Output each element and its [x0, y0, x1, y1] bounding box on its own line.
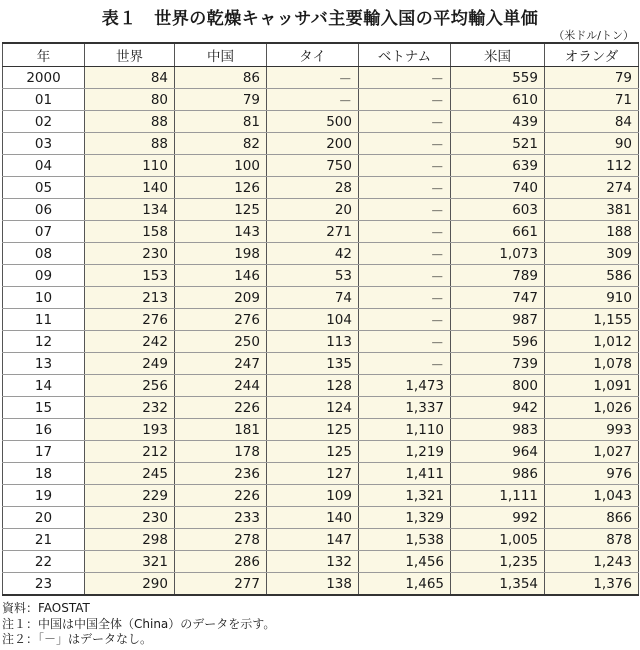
- value-cell: 964: [451, 441, 545, 463]
- value-cell: －: [359, 243, 451, 265]
- notes: [2, 601, 275, 648]
- value-cell: 127: [267, 463, 359, 485]
- value-cell: 110: [85, 155, 175, 177]
- value-cell: 135: [267, 353, 359, 375]
- value-cell: 596: [451, 331, 545, 353]
- year-cell: 2000: [3, 67, 85, 89]
- value-cell: 125: [175, 199, 267, 221]
- value-cell: 226: [175, 397, 267, 419]
- value-cell: 1,473: [359, 375, 451, 397]
- table-body: [3, 67, 639, 596]
- value-cell: 1,376: [545, 573, 639, 596]
- value-cell: 80: [85, 89, 175, 111]
- value-cell: 209: [175, 287, 267, 309]
- table-row: [3, 199, 639, 221]
- year-cell: 15: [3, 397, 85, 419]
- value-cell: －: [359, 67, 451, 89]
- value-cell: 298: [85, 529, 175, 551]
- value-cell: 1,456: [359, 551, 451, 573]
- value-cell: 1,243: [545, 551, 639, 573]
- value-cell: 213: [85, 287, 175, 309]
- value-cell: 1,329: [359, 507, 451, 529]
- value-cell: 1,411: [359, 463, 451, 485]
- unit-label: （米ドル/トン）: [553, 29, 634, 42]
- value-cell: 232: [85, 397, 175, 419]
- value-cell: 559: [451, 67, 545, 89]
- table-row: [3, 265, 639, 287]
- value-cell: 230: [85, 243, 175, 265]
- value-cell: 143: [175, 221, 267, 243]
- value-cell: 226: [175, 485, 267, 507]
- value-cell: 910: [545, 287, 639, 309]
- value-cell: 113: [267, 331, 359, 353]
- value-cell: 1,012: [545, 331, 639, 353]
- table-row: [3, 551, 639, 573]
- value-cell: 800: [451, 375, 545, 397]
- value-cell: －: [359, 111, 451, 133]
- value-cell: 125: [267, 419, 359, 441]
- value-cell: 381: [545, 199, 639, 221]
- value-cell: 147: [267, 529, 359, 551]
- value-cell: －: [267, 67, 359, 89]
- value-cell: 789: [451, 265, 545, 287]
- value-cell: 193: [85, 419, 175, 441]
- value-cell: －: [359, 331, 451, 353]
- year-cell: 08: [3, 243, 85, 265]
- year-cell: 04: [3, 155, 85, 177]
- value-cell: 276: [175, 309, 267, 331]
- value-cell: 81: [175, 111, 267, 133]
- value-cell: 521: [451, 133, 545, 155]
- value-cell: 84: [85, 67, 175, 89]
- column-header: 年: [3, 43, 85, 67]
- column-header: 米国: [451, 43, 545, 67]
- value-cell: 125: [267, 441, 359, 463]
- table-row: [3, 485, 639, 507]
- value-cell: 109: [267, 485, 359, 507]
- value-cell: 28: [267, 177, 359, 199]
- value-cell: 639: [451, 155, 545, 177]
- value-cell: 256: [85, 375, 175, 397]
- table-title: 表１ 世界の乾燥キャッサバ主要輸入国の平均輸入単価: [101, 9, 539, 29]
- year-cell: 21: [3, 529, 85, 551]
- value-cell: 1,110: [359, 419, 451, 441]
- value-cell: 82: [175, 133, 267, 155]
- table-row: [3, 177, 639, 199]
- value-cell: 321: [85, 551, 175, 573]
- table-row: [3, 529, 639, 551]
- value-cell: 153: [85, 265, 175, 287]
- table-row: [3, 155, 639, 177]
- value-cell: 1,337: [359, 397, 451, 419]
- value-cell: 878: [545, 529, 639, 551]
- year-cell: 16: [3, 419, 85, 441]
- value-cell: 286: [175, 551, 267, 573]
- table-row: [3, 221, 639, 243]
- value-cell: 20: [267, 199, 359, 221]
- value-cell: 942: [451, 397, 545, 419]
- value-cell: 747: [451, 287, 545, 309]
- value-cell: 181: [175, 419, 267, 441]
- value-cell: 132: [267, 551, 359, 573]
- value-cell: －: [267, 89, 359, 111]
- year-cell: 03: [3, 133, 85, 155]
- value-cell: 200: [267, 133, 359, 155]
- value-cell: 1,465: [359, 573, 451, 596]
- value-cell: 146: [175, 265, 267, 287]
- value-cell: 993: [545, 419, 639, 441]
- value-cell: 104: [267, 309, 359, 331]
- year-cell: 19: [3, 485, 85, 507]
- year-cell: 13: [3, 353, 85, 375]
- value-cell: －: [359, 287, 451, 309]
- value-cell: －: [359, 265, 451, 287]
- table-row: [3, 441, 639, 463]
- table-row: [3, 331, 639, 353]
- value-cell: 1,078: [545, 353, 639, 375]
- value-cell: 100: [175, 155, 267, 177]
- table-row: [3, 287, 639, 309]
- year-cell: 12: [3, 331, 85, 353]
- year-cell: 17: [3, 441, 85, 463]
- value-cell: 128: [267, 375, 359, 397]
- value-cell: 1,538: [359, 529, 451, 551]
- value-cell: 290: [85, 573, 175, 596]
- value-cell: 140: [85, 177, 175, 199]
- value-cell: 249: [85, 353, 175, 375]
- value-cell: 138: [267, 573, 359, 596]
- table-row: [3, 507, 639, 529]
- value-cell: 212: [85, 441, 175, 463]
- value-cell: －: [359, 309, 451, 331]
- table-row: [3, 111, 639, 133]
- column-header: 中国: [175, 43, 267, 67]
- value-cell: 439: [451, 111, 545, 133]
- value-cell: 229: [85, 485, 175, 507]
- value-cell: 126: [175, 177, 267, 199]
- year-cell: 09: [3, 265, 85, 287]
- value-cell: 1,321: [359, 485, 451, 507]
- value-cell: －: [359, 133, 451, 155]
- value-cell: 976: [545, 463, 639, 485]
- table-row: [3, 133, 639, 155]
- value-cell: 79: [545, 67, 639, 89]
- value-cell: 987: [451, 309, 545, 331]
- value-cell: 86: [175, 67, 267, 89]
- year-cell: 02: [3, 111, 85, 133]
- value-cell: 245: [85, 463, 175, 485]
- table-row: [3, 375, 639, 397]
- value-cell: 79: [175, 89, 267, 111]
- value-cell: 274: [545, 177, 639, 199]
- value-cell: －: [359, 353, 451, 375]
- value-cell: 242: [85, 331, 175, 353]
- value-cell: 134: [85, 199, 175, 221]
- value-cell: 71: [545, 89, 639, 111]
- value-cell: 661: [451, 221, 545, 243]
- table-row: [3, 463, 639, 485]
- value-cell: 1,155: [545, 309, 639, 331]
- value-cell: 244: [175, 375, 267, 397]
- value-cell: 1,219: [359, 441, 451, 463]
- value-cell: －: [359, 89, 451, 111]
- value-cell: 233: [175, 507, 267, 529]
- value-cell: 74: [267, 287, 359, 309]
- value-cell: 1,005: [451, 529, 545, 551]
- column-header: オランダ: [545, 43, 639, 67]
- value-cell: 750: [267, 155, 359, 177]
- value-cell: －: [359, 177, 451, 199]
- year-cell: 06: [3, 199, 85, 221]
- value-cell: 124: [267, 397, 359, 419]
- value-cell: 198: [175, 243, 267, 265]
- value-cell: 140: [267, 507, 359, 529]
- import-price-table: [2, 42, 639, 596]
- value-cell: 247: [175, 353, 267, 375]
- year-cell: 20: [3, 507, 85, 529]
- table-row: [3, 397, 639, 419]
- value-cell: 1,111: [451, 485, 545, 507]
- table-row: [3, 573, 639, 596]
- year-cell: 05: [3, 177, 85, 199]
- table-row: [3, 89, 639, 111]
- value-cell: 500: [267, 111, 359, 133]
- value-cell: 230: [85, 507, 175, 529]
- table-row: [3, 243, 639, 265]
- note-2: 注２：「－」はデータなし。: [2, 632, 153, 646]
- value-cell: 178: [175, 441, 267, 463]
- value-cell: 1,073: [451, 243, 545, 265]
- value-cell: 603: [451, 199, 545, 221]
- value-cell: 188: [545, 221, 639, 243]
- value-cell: 90: [545, 133, 639, 155]
- value-cell: 250: [175, 331, 267, 353]
- value-cell: 1,235: [451, 551, 545, 573]
- column-header: タイ: [267, 43, 359, 67]
- value-cell: 866: [545, 507, 639, 529]
- value-cell: 84: [545, 111, 639, 133]
- year-cell: 01: [3, 89, 85, 111]
- year-cell: 18: [3, 463, 85, 485]
- value-cell: 586: [545, 265, 639, 287]
- value-cell: 739: [451, 353, 545, 375]
- value-cell: －: [359, 221, 451, 243]
- table-row: [3, 353, 639, 375]
- column-header: ベトナム: [359, 43, 451, 67]
- value-cell: 88: [85, 133, 175, 155]
- year-cell: 14: [3, 375, 85, 397]
- value-cell: 1,026: [545, 397, 639, 419]
- value-cell: 1,354: [451, 573, 545, 596]
- note-1: 注１：中国は中国全体（China）のデータを示す。: [2, 616, 276, 631]
- column-header: 世界: [85, 43, 175, 67]
- table-row: [3, 67, 639, 89]
- value-cell: 271: [267, 221, 359, 243]
- value-cell: 983: [451, 419, 545, 441]
- year-cell: 07: [3, 221, 85, 243]
- value-cell: －: [359, 199, 451, 221]
- value-cell: 740: [451, 177, 545, 199]
- value-cell: 276: [85, 309, 175, 331]
- value-cell: －: [359, 155, 451, 177]
- value-cell: 42: [267, 243, 359, 265]
- value-cell: 53: [267, 265, 359, 287]
- header-row: [3, 43, 639, 67]
- value-cell: 1,027: [545, 441, 639, 463]
- value-cell: 1,043: [545, 485, 639, 507]
- year-cell: 23: [3, 573, 85, 596]
- year-cell: 10: [3, 287, 85, 309]
- value-cell: 236: [175, 463, 267, 485]
- value-cell: 158: [85, 221, 175, 243]
- value-cell: 88: [85, 111, 175, 133]
- value-cell: 309: [545, 243, 639, 265]
- value-cell: 992: [451, 507, 545, 529]
- table-row: [3, 419, 639, 441]
- year-cell: 22: [3, 551, 85, 573]
- value-cell: 1,091: [545, 375, 639, 397]
- value-cell: 610: [451, 89, 545, 111]
- value-cell: 277: [175, 573, 267, 596]
- value-cell: 986: [451, 463, 545, 485]
- value-cell: 278: [175, 529, 267, 551]
- note-source: 資料：FAOSTAT: [2, 601, 90, 615]
- year-cell: 11: [3, 309, 85, 331]
- value-cell: 112: [545, 155, 639, 177]
- table-row: [3, 309, 639, 331]
